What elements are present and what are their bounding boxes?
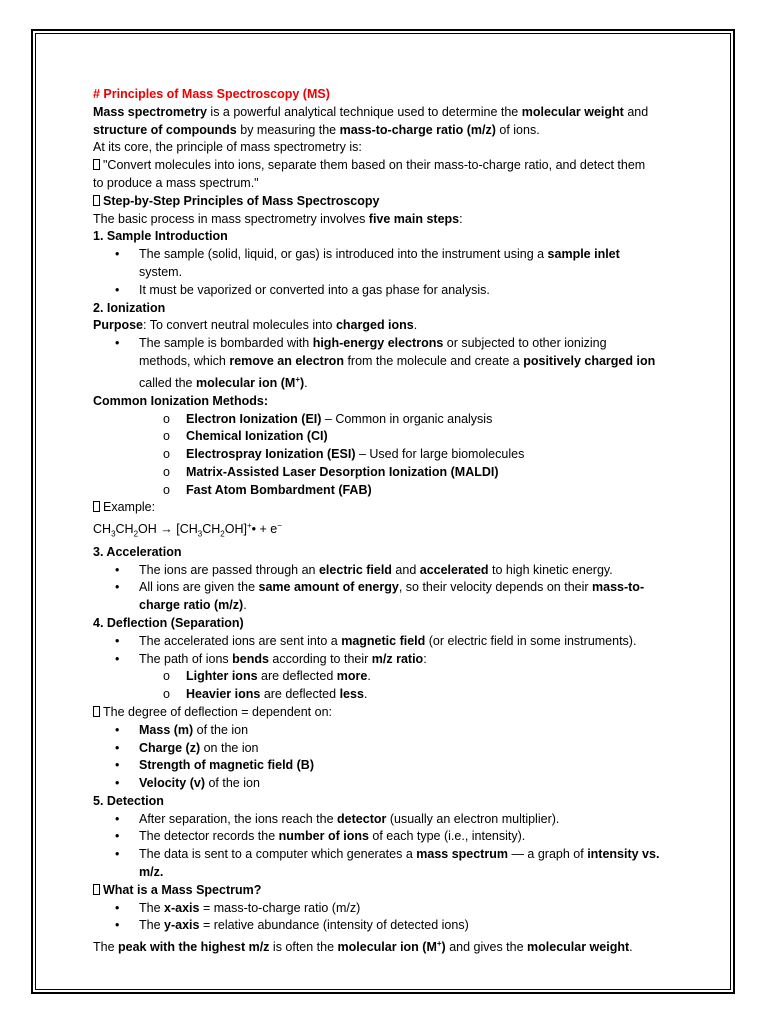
list-item: • It must be vaporized or converted into a gas phase for analysis. bbox=[93, 282, 678, 300]
section-heading-detection: 5. Detection bbox=[93, 793, 164, 808]
list-item: • The path of ions bends according to their m/z ratio: bbox=[93, 651, 678, 669]
list-item: o Fast Atom Bombardment (FAB) bbox=[93, 482, 678, 500]
document-body bbox=[93, 86, 678, 957]
section-heading-sample-introduction: 1. Sample Introduction bbox=[93, 229, 228, 244]
list-item: • After separation, the ions reach the detector (usually an electron multiplier). bbox=[93, 811, 678, 829]
list-item: • Strength of magnetic field (B) bbox=[93, 757, 678, 775]
steps-subheading: Step-by-Step Principles of Mass Spectroscopy bbox=[93, 193, 678, 211]
deflection-factors-list bbox=[93, 722, 678, 793]
mass-spectrum-heading: What is a Mass Spectrum? bbox=[93, 882, 678, 900]
list-item: • Mass (m) of the ion bbox=[93, 722, 678, 740]
list-item: o Electrospray Ionization (ESI) – Used for large biomolecules bbox=[93, 446, 678, 464]
list-item: • The sample (solid, liquid, or gas) is introduced into the instrument using a sample inlet system. bbox=[93, 246, 678, 282]
steps-intro: The basic process in mass spectrometry involves five main steps: bbox=[93, 211, 463, 226]
missing-glyph-icon bbox=[93, 195, 100, 206]
acceleration-list bbox=[93, 562, 678, 615]
section-heading-acceleration: 3. Acceleration bbox=[93, 544, 182, 559]
ionization-purpose: Purpose: To convert neutral molecules into charged ions. bbox=[93, 318, 418, 333]
list-item: • The accelerated ions are sent into a magnetic field (or electric field in some instruments). bbox=[93, 633, 678, 651]
intro-line-3: At its core, the principle of mass spectrometry is: bbox=[93, 140, 362, 155]
section-heading-ionization: 2. Ionization bbox=[93, 300, 166, 315]
list-item: • The y-axis = relative abundance (intensity of detected ions) bbox=[93, 917, 678, 935]
ionization-list bbox=[93, 335, 678, 393]
example-label: Example: bbox=[93, 499, 678, 517]
missing-glyph-icon bbox=[93, 884, 100, 895]
missing-glyph-icon bbox=[93, 706, 100, 717]
deflection-list bbox=[93, 633, 678, 704]
ionization-equation: $CH_3CH_2OH$ → $[CH_3CH_2OH]^+• + e^-$ bbox=[93, 521, 282, 539]
ionization-methods-heading: Common Ionization Methods: bbox=[93, 393, 268, 408]
list-item: • The sample is bombarded with high-energy electrons or subjected to other ionizing methods, which remove an electron from the molecule and create a positively charged ion called the molecular ion (M+). bbox=[93, 335, 678, 393]
list-item: • Charge (z) on the ion bbox=[93, 740, 678, 758]
closing-sentence: The peak with the highest m/z is often the molecular ion (M+) and gives the molecular weight. bbox=[93, 939, 633, 955]
intro-line-1: Mass spectrometry is a powerful analytical technique used to determine the molecular weight and bbox=[93, 104, 649, 119]
principle-quote-line-1: "Convert molecules into ions, separate them based on their mass-to-charge ratio, and detect them bbox=[93, 157, 678, 175]
list-item: o Electron Ionization (EI) – Common in organic analysis bbox=[93, 411, 678, 429]
list-item: • All ions are given the same amount of energy, so their velocity depends on their mass-to- charge ratio (m/z). bbox=[93, 579, 678, 615]
list-item: • Velocity (v) of the ion bbox=[93, 775, 678, 793]
deflection-dependency: The degree of deflection = dependent on: bbox=[93, 704, 678, 722]
list-item: o Matrix-Assisted Laser Desorption Ionization (MALDI) bbox=[93, 464, 678, 482]
list-item: o Heavier ions are deflected less. bbox=[93, 686, 678, 704]
section-heading-deflection: 4. Deflection (Separation) bbox=[93, 615, 244, 630]
list-item: • The data is sent to a computer which generates a mass spectrum — a graph of intensity vs. m/z. bbox=[93, 846, 678, 882]
list-item: o Chemical Ionization (CI) bbox=[93, 428, 678, 446]
list-item: • The x-axis = mass-to-charge ratio (m/z) bbox=[93, 900, 678, 918]
document-title: # Principles of Mass Spectroscopy (MS) bbox=[93, 87, 330, 101]
list-item: • The detector records the number of ions of each type (i.e., intensity). bbox=[93, 828, 678, 846]
missing-glyph-icon bbox=[93, 159, 100, 170]
list-item: • The ions are passed through an electric field and accelerated to high kinetic energy. bbox=[93, 562, 678, 580]
list-item: o Lighter ions are deflected more. bbox=[93, 668, 678, 686]
principle-quote-line-2: to produce a mass spectrum." bbox=[93, 175, 259, 190]
intro-line-2: structure of compounds by measuring the mass-to-charge ratio (m/z) of ions. bbox=[93, 122, 540, 137]
ionization-methods-list bbox=[93, 411, 678, 500]
detection-list bbox=[93, 811, 678, 882]
sample-introduction-list bbox=[93, 246, 678, 299]
mass-spectrum-list bbox=[93, 900, 678, 936]
missing-glyph-icon bbox=[93, 501, 100, 512]
